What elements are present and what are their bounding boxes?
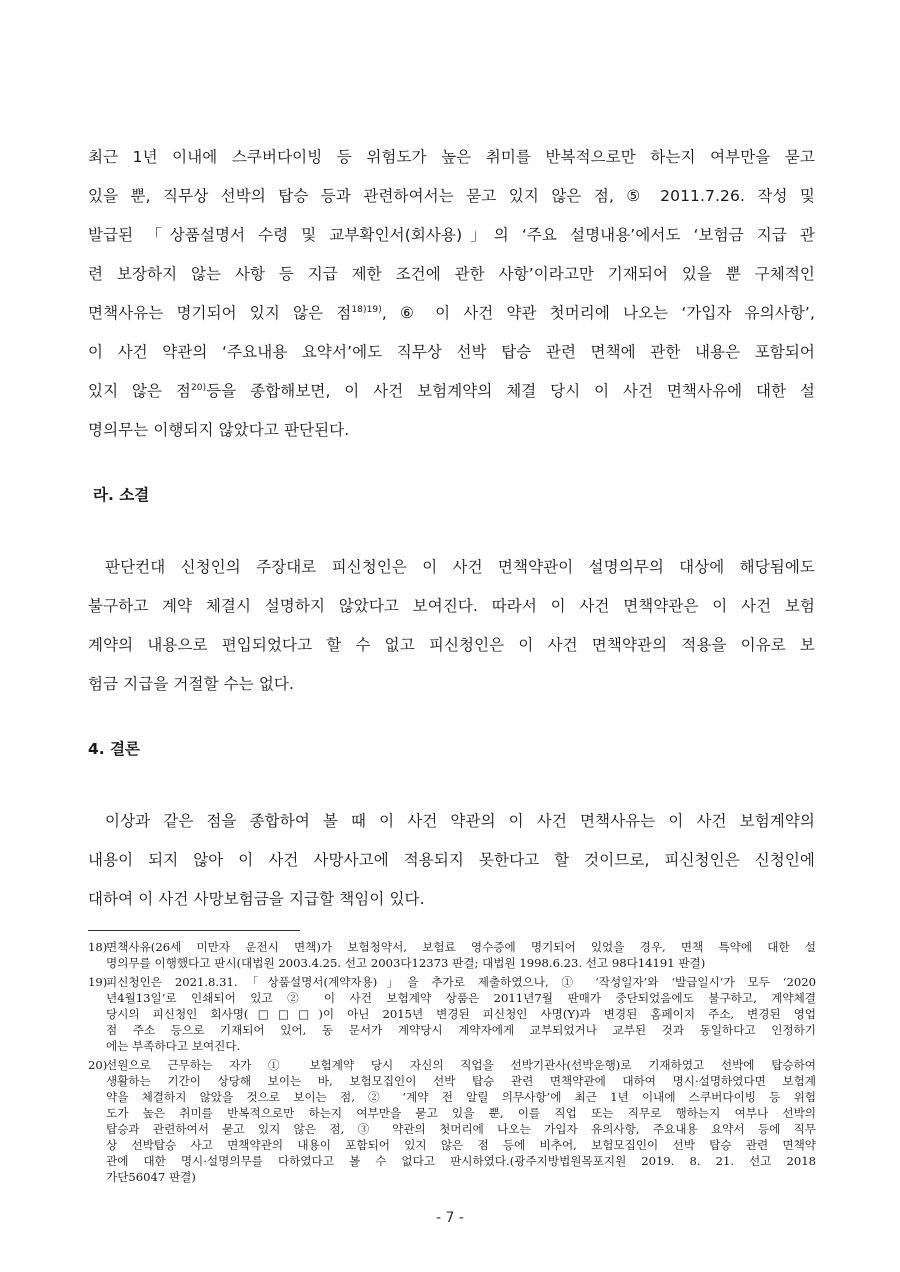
footnote-number: 18) [88, 940, 108, 954]
footnote-line: 명의무를 이행했다고 판시(대법원 2003.4.25. 선고 2003다12373 판결; 대법원 1998.6.23. 선고 98다14191 판결) [106, 956, 706, 970]
text-line: 명의무는 이행되지 않았다고 판단된다. [88, 421, 350, 439]
text-line: 대하여 이 사건 사망보험금을 지급할 책임이 있다. [88, 890, 425, 908]
footnote-number: 20) [88, 1058, 108, 1072]
text-line: 내용이 되지 않아 이 사건 사망사고에 적용되지 못한다고 할 것이므로, 피신청인은 신청인에 [88, 851, 815, 869]
text-line: 판단컨대 신청인의 주장대로 피신청인은 이 사건 면책약관이 설명의무의 대상에 해당됨에도 [105, 558, 815, 576]
section-heading-ra: 라. 소결 [93, 486, 150, 504]
text-line: 련 보장하지 않는 사항 등 지급 제한 조건에 관한 사항’이라고만 기재되어 있을 뿐 구체적인 [88, 265, 815, 283]
footnote-line: 도가 높은 취미를 반복적으로만 하는지 여부만을 묻고 있을 뿐, 이를 직업 또는 직무로 행하는지 여부나 선박의 [106, 1106, 816, 1120]
footnote-line: 점 주소 등으로 기재되어 있어, 동 문서가 계약당시 계약자에게 교부되었거나 교부된 것과 동일하다고 인정하기 [106, 1023, 816, 1037]
text-line: 불구하고 계약 체결시 설명하지 않았다고 보여진다. 따라서 이 사건 면책약관은 이 사건 보험 [88, 597, 815, 615]
footnote-line: 관에 대한 명시·설명의무를 다하였다고 볼 수 없다고 판시하였다.(광주지방법원목포지원 2019. 8. 21. 선고 2018 [106, 1154, 816, 1168]
footnote-reference[interactable]: 18)19) [351, 305, 382, 315]
section-heading-conclusion: 4. 결론 [88, 740, 141, 758]
text-segment: 등을 종합해보면, 이 사건 보험계약의 체결 당시 이 사건 면책사유에 대한 설 [206, 382, 815, 400]
text-line [88, 300, 815, 326]
footnote-line: 당시의 피신청인 회사명(□□□)이 아닌 2015년 변경된 피신청인 사명(Y)과 변경된 홈페이지 주소, 변경된 영업 [106, 1007, 816, 1021]
page-number: - 7 - [436, 1210, 464, 1226]
text-line: 이 사건 약관의 ‘주요내용 요약서’에도 직무상 선박 탑승 관련 면책에 관한 내용은 포함되어 [88, 343, 815, 361]
text-line [88, 378, 815, 404]
text-line: 험금 지급을 거절할 수는 없다. [88, 675, 295, 693]
footnote-line: 상 선박탑승 사고 면책약관의 내용이 포함되어 있지 않은 점 등에 비추어, 보험모집인이 선박 탑승 관련 면책약 [106, 1138, 816, 1152]
footnote-line: 탑승과 관련하여서 묻고 있지 않은 점, ③ 약관의 첫머리에 나오는 가입자 유의사항, 주요내용 요약서 등에 직무 [106, 1122, 816, 1136]
footnote-line: 면책사유(26세 미만자 운전시 면책)가 보험청약서, 보험료 영수증에 명기되어 있었을 경우, 면책 특약에 대한 설 [106, 940, 816, 954]
footnote-separator [88, 930, 300, 931]
text-line: 계약의 내용으로 편입되었다고 할 수 없고 피신청인은 이 사건 면책약관의 적용을 이유로 보 [88, 636, 815, 654]
footnote-line: 피신청인은 2021.8.31.「상품설명서(계약자용)」을 추가로 제출하였으나, ① ‘작성일자’와 ‘발급일시’가 모두 ‘2020 [106, 975, 816, 989]
text-segment: 있지 않은 점 [88, 382, 191, 400]
text-segment: 면책사유는 명기되어 있지 않은 점 [88, 304, 352, 322]
footnote-line: 생활하는 기간이 상당해 보이는 바, 보험모집인이 선박 탑승 관련 면책약관에 대하여 명시·설명하였다면 보험계 [106, 1074, 816, 1088]
footnote-line: 선원으로 근무하는 자가 ① 보험계약 당시 자신의 직업을 선박기관사(선박운행)로 기재하였고 선박에 탑승하여 [106, 1058, 816, 1072]
footnote-line: 가단56047 판결) [106, 1170, 196, 1184]
text-line: 발급된 「상품설명서 수령 및 교부확인서(회사용)」의 ‘주요 설명내용’에서도 ‘보험금 지급 관 [88, 226, 815, 244]
footnote-line: 년4월13일’로 인쇄되어 있고 ② 이 사건 보험계약 상품은 2011년7월 판매가 중단되었음에도 불구하고, 계약체결 [106, 991, 816, 1005]
footnote-line: 약을 체결하지 않았을 것으로 보이는 점, ② ‘계약 전 알릴 의무사항’에 최근 1년 이내에 스쿠버다이빙 등 위험 [106, 1090, 816, 1104]
text-line: 이상과 같은 점을 종합하여 볼 때 이 사건 약관의 이 사건 면책사유는 이 사건 보험계약의 [105, 812, 815, 830]
footnote-reference[interactable]: 20) [190, 383, 207, 393]
text-line: 최근 1년 이내에 스쿠버다이빙 등 위험도가 높은 취미를 반복적으로만 하는지 여부만을 묻고 [88, 148, 815, 166]
text-segment: , ⑥ 이 사건 약관 첫머리에 나오는 ‘가입자 유의사항’, [381, 304, 815, 322]
footnote-line: 에는 부족하다고 보여진다. [106, 1039, 241, 1053]
footnote-number: 19) [88, 975, 108, 989]
text-line: 있을 뿐, 직무상 선박의 탑승 등과 관련하여서는 묻고 있지 않은 점, ⑤ 2011.7.26. 작성 및 [88, 187, 815, 205]
